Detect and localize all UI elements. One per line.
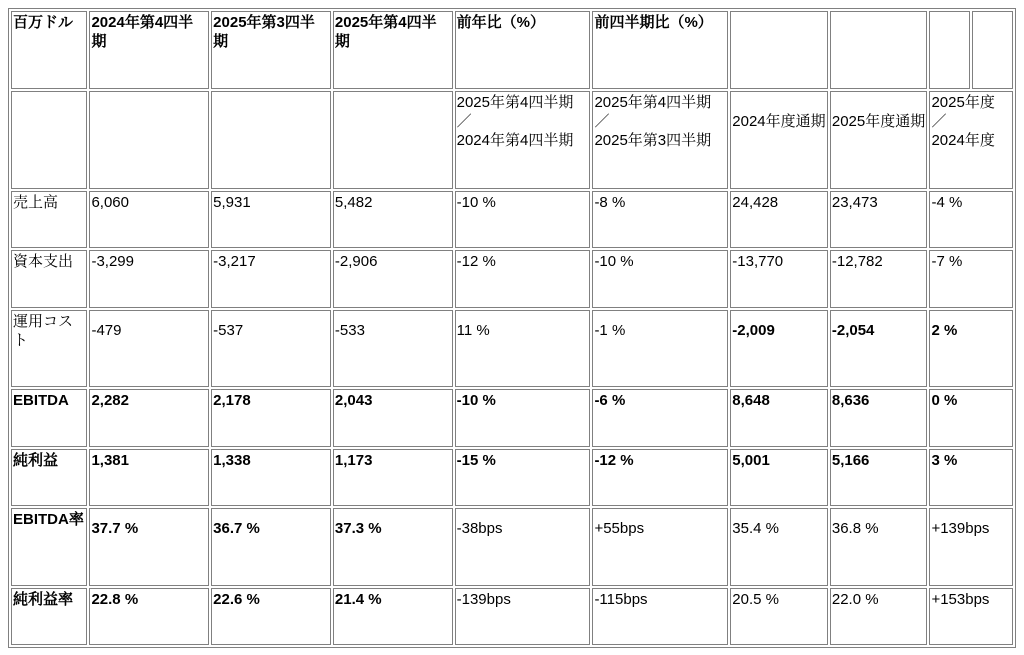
cell-q4-2025: 5,482 xyxy=(333,191,453,248)
cell-fy2024: -13,770 xyxy=(730,250,828,307)
cell-qoq: -1 % xyxy=(592,310,728,388)
cell-q4-2024: 37.7 % xyxy=(89,508,209,586)
cell-fy-change: 3 % xyxy=(929,449,1013,506)
header-qoq: 前四半期比（%） xyxy=(594,14,713,31)
subheader-empty-cell xyxy=(89,91,209,189)
subheader-row xyxy=(11,91,1013,189)
financial-results-table xyxy=(8,8,1016,648)
cell-q4-2024: 1,381 xyxy=(89,449,209,506)
cell-fy-change: -7 % xyxy=(929,250,1013,307)
cell-fy2024: 35.4 % xyxy=(730,508,828,586)
header-q4-2024: 2024年第4四半期 xyxy=(91,14,194,50)
header-qoq-cell xyxy=(592,11,728,89)
cell-q4-2025: 2,043 xyxy=(333,389,453,446)
subheader-qoq-compare-cell xyxy=(592,91,728,189)
table-row xyxy=(11,310,1013,388)
cell-qoq: -12 % xyxy=(592,449,728,506)
cell-q3-2025: 36.7 % xyxy=(211,508,331,586)
header-empty-cell xyxy=(830,11,928,89)
cell-fy2025: -12,782 xyxy=(830,250,928,307)
cell-yoy: -38bps xyxy=(455,508,591,586)
cell-yoy: -10 % xyxy=(455,191,591,248)
cell-fy2025: -2,054 xyxy=(830,310,928,388)
table-row xyxy=(11,508,1013,586)
cell-q4-2025: -533 xyxy=(333,310,453,388)
header-label: 百万ドル xyxy=(13,14,74,31)
cell-q4-2024: 2,282 xyxy=(89,389,209,446)
qoq-compare-separator: ／ xyxy=(594,112,610,130)
header-row xyxy=(11,11,1013,89)
fy-compare-previous: 2024年度 xyxy=(931,131,995,149)
header-q4-2025-cell xyxy=(333,11,453,89)
cell-qoq: -10 % xyxy=(592,250,728,307)
cell-q4-2024: -3,299 xyxy=(89,250,209,307)
cell-qoq: -115bps xyxy=(592,588,728,645)
table-row xyxy=(11,191,1013,248)
header-yoy: 前年比（%） xyxy=(456,14,545,31)
cell-q4-2024: 22.8 % xyxy=(89,588,209,645)
subheader-empty-cell xyxy=(333,91,453,189)
header-q3-2025: 2025年第3四半期 xyxy=(213,14,315,50)
header-q3-2025-cell xyxy=(211,11,331,89)
table-row xyxy=(11,449,1013,506)
cell-q3-2025: -537 xyxy=(211,310,331,388)
cell-q4-2025: 37.3 % xyxy=(333,508,453,586)
table-row xyxy=(11,588,1013,645)
subheader-empty-cell xyxy=(11,91,87,189)
row-label: 運用コスト xyxy=(11,310,87,388)
cell-qoq: +55bps xyxy=(592,508,728,586)
row-label: EBITDA xyxy=(11,389,87,446)
cell-q4-2025: 21.4 % xyxy=(333,588,453,645)
cell-q3-2025: -3,217 xyxy=(211,250,331,307)
subheader-fy2025: 2025年度通期 xyxy=(831,112,926,130)
row-label: 純利益 xyxy=(11,449,87,506)
yoy-compare-previous: 2024年第4四半期 xyxy=(456,131,574,149)
cell-fy2024: 8,648 xyxy=(730,389,828,446)
cell-yoy: -15 % xyxy=(455,449,591,506)
fy-compare-separator: ／ xyxy=(931,112,947,130)
table-row xyxy=(11,389,1013,446)
cell-fy-change: -4 % xyxy=(929,191,1013,248)
qoq-compare-current: 2025年第4四半期 xyxy=(594,93,712,111)
row-label: 純利益率 xyxy=(11,588,87,645)
cell-fy-change: +153bps xyxy=(929,588,1013,645)
cell-yoy: 11 % xyxy=(455,310,591,388)
cell-fy2024: 5,001 xyxy=(730,449,828,506)
cell-q3-2025: 2,178 xyxy=(211,389,331,446)
header-label-cell xyxy=(11,11,87,89)
qoq-compare-previous: 2025年第3四半期 xyxy=(594,131,712,149)
cell-q4-2024: 6,060 xyxy=(89,191,209,248)
subheader-yoy-compare-cell xyxy=(455,91,591,189)
cell-qoq: -6 % xyxy=(592,389,728,446)
header-q4-2024-cell xyxy=(89,11,209,89)
cell-q3-2025: 1,338 xyxy=(211,449,331,506)
cell-fy2024: 24,428 xyxy=(730,191,828,248)
cell-fy2025: 23,473 xyxy=(830,191,928,248)
cell-q4-2025: 1,173 xyxy=(333,449,453,506)
cell-fy2025: 8,636 xyxy=(830,389,928,446)
cell-fy2025: 5,166 xyxy=(830,449,928,506)
subheader-fy2024-cell xyxy=(730,91,828,189)
header-empty-cell xyxy=(730,11,828,89)
row-label: 売上高 xyxy=(11,191,87,248)
cell-q4-2025: -2,906 xyxy=(333,250,453,307)
cell-fy2025: 36.8 % xyxy=(830,508,928,586)
cell-yoy: -12 % xyxy=(455,250,591,307)
subheader-fy-compare-cell xyxy=(929,91,1013,189)
cell-q3-2025: 5,931 xyxy=(211,191,331,248)
header-yoy-cell xyxy=(455,11,591,89)
cell-q4-2024: -479 xyxy=(89,310,209,388)
fy-compare-current: 2025年度 xyxy=(931,93,995,111)
cell-fy-change: 2 % xyxy=(929,310,1013,388)
yoy-compare-current: 2025年第4四半期 xyxy=(456,93,574,111)
cell-fy-change: +139bps xyxy=(929,508,1013,586)
cell-fy-change: 0 % xyxy=(929,389,1013,446)
cell-q3-2025: 22.6 % xyxy=(211,588,331,645)
row-label: 資本支出 xyxy=(11,250,87,307)
cell-fy2025: 22.0 % xyxy=(830,588,928,645)
header-empty-cell xyxy=(929,11,969,89)
row-label: EBITDA率 xyxy=(11,508,87,586)
cell-fy2024: 20.5 % xyxy=(730,588,828,645)
cell-yoy: -10 % xyxy=(455,389,591,446)
subheader-fy2024: 2024年度通期 xyxy=(732,112,826,130)
subheader-empty-cell xyxy=(211,91,331,189)
cell-fy2024: -2,009 xyxy=(730,310,828,388)
header-empty-cell xyxy=(972,11,1013,89)
cell-yoy: -139bps xyxy=(455,588,591,645)
yoy-compare-separator: ／ xyxy=(456,112,472,130)
header-q4-2025: 2025年第4四半期 xyxy=(334,14,437,50)
table-row xyxy=(11,250,1013,307)
subheader-fy2025-cell xyxy=(830,91,928,189)
cell-qoq: -8 % xyxy=(592,191,728,248)
